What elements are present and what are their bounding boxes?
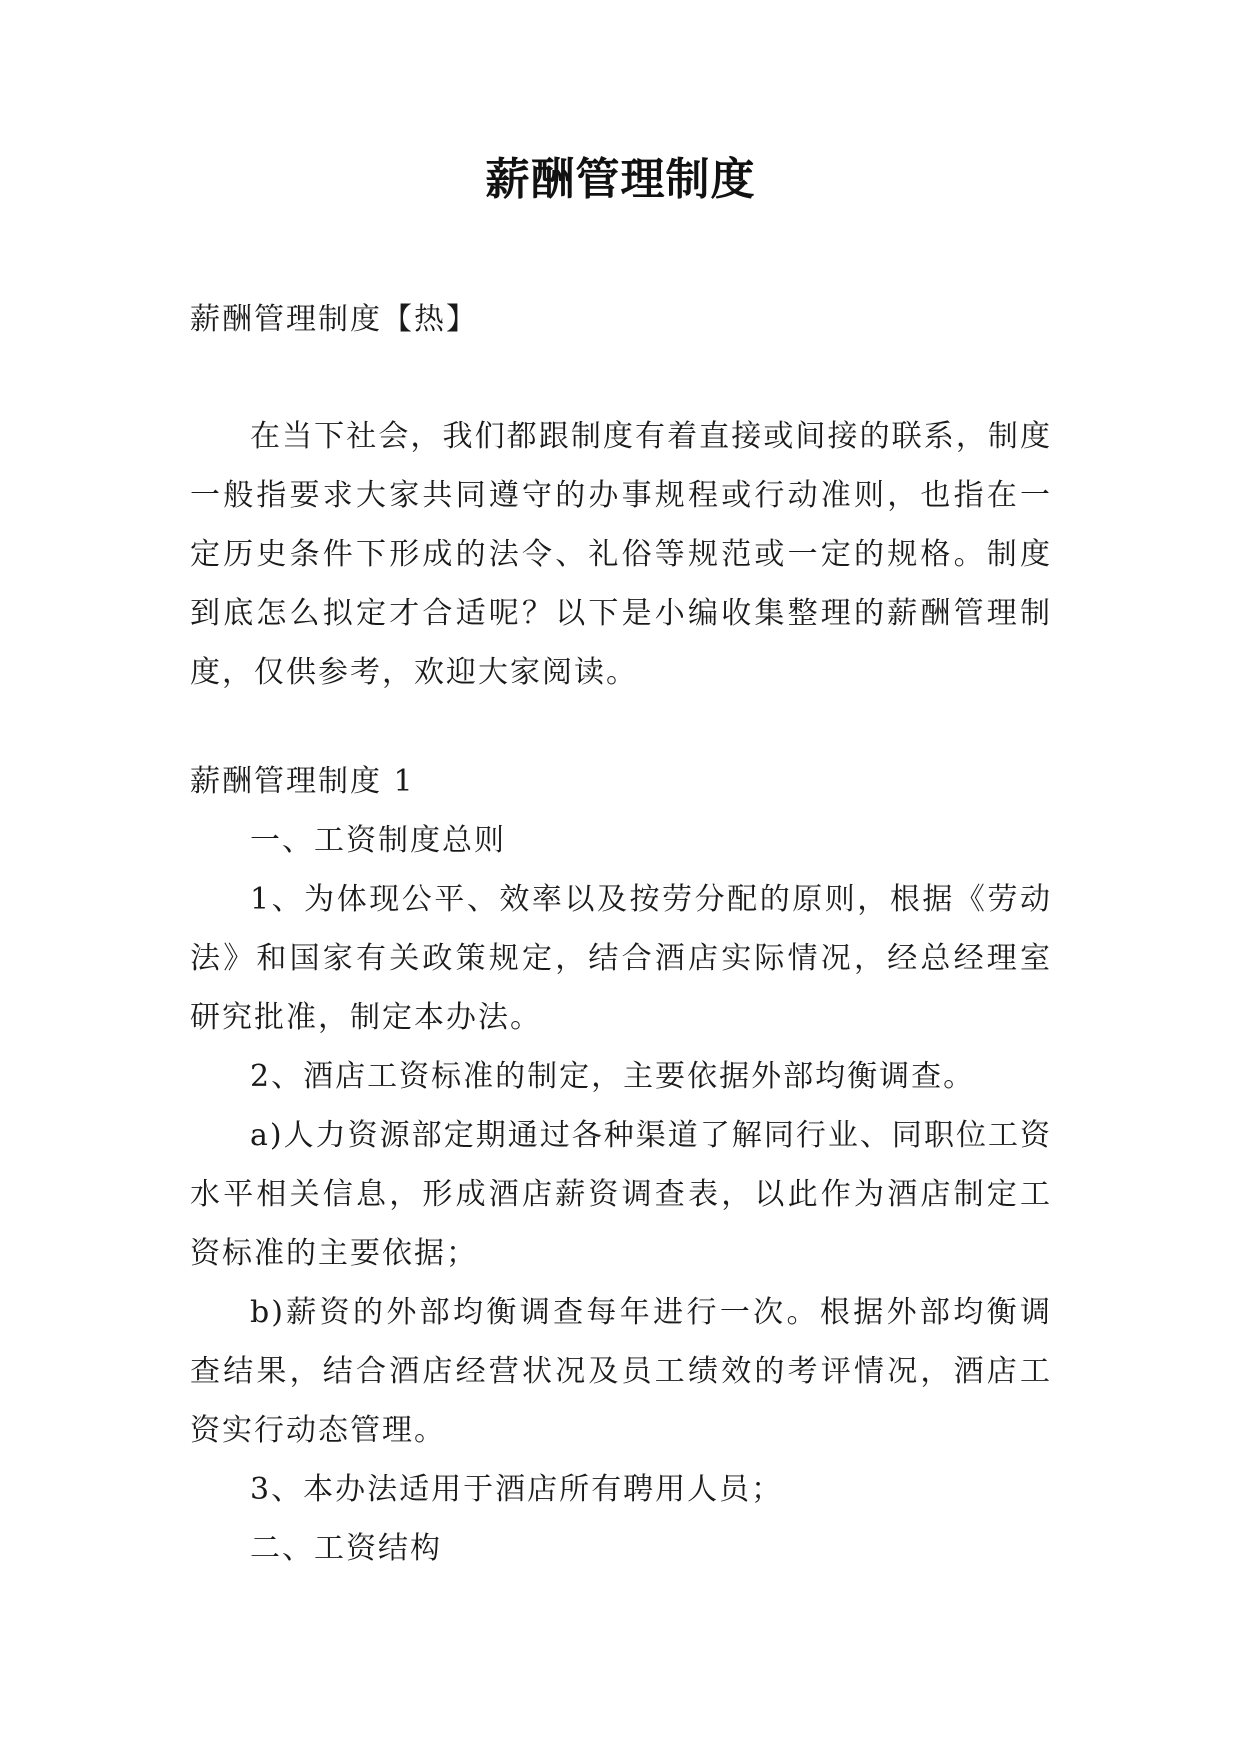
- spacer: [190, 349, 1052, 407]
- section-heading-wage-structure: 二、工资结构: [250, 1531, 442, 1566]
- spacer: [190, 702, 1052, 752]
- section-title: 薪酬管理制度 1: [190, 764, 415, 799]
- section-heading-general-rules: 一、工资制度总则: [250, 823, 506, 858]
- document-body: [190, 290, 1052, 1578]
- intro-paragraph: 在当下社会，我们都跟制度有着直接或间接的联系，制度一般指要求大家共同遵守的办事规程或行动准则，也指在一定历史条件下形成的法令、礼俗等规范或一定的规格。制度到底怎么拟定才合适呢？以下是小编收集整理的薪酬管理制度，仅供参考，欢迎大家阅读。: [190, 419, 1052, 690]
- paragraph-item-3: 3、本办法适用于酒店所有聘用人员；: [250, 1472, 784, 1507]
- paragraph-item-2: 2、酒店工资标准的制定，主要依据外部均衡调查。: [250, 1059, 976, 1094]
- paragraph-item-2b: b)薪资的外部均衡调查每年进行一次。根据外部均衡调查结果，结合酒店经营状况及员工绩效的考评情况，酒店工资实行动态管理。: [190, 1295, 1052, 1448]
- document-subtitle: 薪酬管理制度【热】: [190, 302, 478, 337]
- document-title: 薪酬管理制度: [485, 154, 756, 205]
- paragraph-item-1: 1、为体现公平、效率以及按劳分配的原则，根据《劳动法》和国家有关政策规定，结合酒店实际情况，经总经理室研究批准，制定本办法。: [190, 882, 1052, 1035]
- paragraph-item-2a: a)人力资源部定期通过各种渠道了解同行业、同职位工资水平相关信息，形成酒店薪资调查表，以此作为酒店制定工资标准的主要依据；: [190, 1118, 1052, 1271]
